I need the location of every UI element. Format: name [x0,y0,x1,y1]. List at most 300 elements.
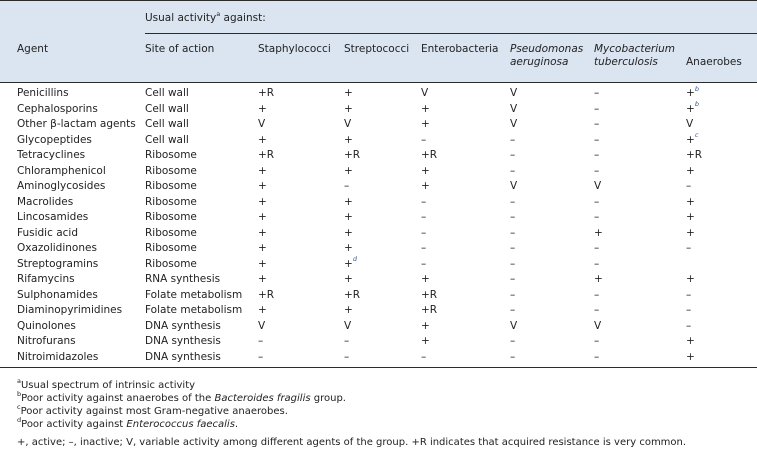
anaerobes-cell-value: – [686,180,692,192]
agent-cell-value: Other β-lactam agents [17,118,136,130]
site-cell-value: Folate metabolism [145,304,243,316]
streptococci-cell-value: + [344,87,353,99]
staphylococci-cell-value: +R [258,87,275,99]
site-cell [145,288,242,303]
agent-cell-value: Tetracyclines [17,149,86,161]
anaerobes-cell-footnote-mark: b [694,100,699,108]
anaerobes-cell-value: + [686,102,695,115]
anaerobes-cell-value: + [686,335,695,347]
mycobacterium-cell-value: – [594,164,600,177]
anaerobes-cell-value: – [686,319,692,332]
anaerobes-cell-value: + [686,195,695,208]
streptococci-cell [344,86,353,101]
table-row [0,319,757,334]
site-cell-value: Ribosome [145,226,197,239]
enterobacteria-cell-value: – [421,242,427,254]
pseudomonas-cell-value: – [510,164,516,177]
pseudomonas-cell [510,133,515,148]
mycobacterium-cell [594,164,599,179]
staphylococci-cell [258,195,267,210]
mycobacterium-cell [594,288,599,303]
table-row [0,117,757,132]
enterobacteria-cell-value: – [421,350,427,363]
enterobacteria-cell [421,133,426,148]
agent-cell [17,334,76,349]
enterobacteria-cell-value: – [421,226,427,239]
agent-cell [17,102,98,117]
site-cell [145,179,197,194]
site-cell [145,133,189,148]
anaerobes-cell [686,226,695,241]
staphylococci-cell [258,164,267,179]
agent-cell [17,226,78,241]
footnote-b-mark: b [17,389,22,398]
site-cell [145,257,197,272]
site-cell-value: Ribosome [145,195,197,208]
table-row [0,102,757,117]
enterobacteria-cell [421,350,426,365]
enterobacteria-cell-value: V [421,87,429,99]
pseudomonas-cell [510,148,515,163]
agent-cell-value: Cephalosporins [17,102,98,115]
streptococci-cell [344,303,353,318]
site-cell [145,117,189,132]
streptococci-cell-value: + [344,164,353,177]
anaerobes-cell-footnote-mark: b [694,84,699,93]
col-header-mycobacterium-line2: tuberculosis [594,56,658,68]
agent-cell [17,148,85,163]
site-cell-value: Ribosome [145,242,197,254]
site-cell [145,319,221,334]
streptococci-cell-value: V [344,118,352,130]
enterobacteria-cell [421,179,430,194]
top-rule [0,0,757,1]
staphylococci-cell-value: +R [258,149,275,161]
footnote-c-text: Poor activity against most Gram-negative anaerobes. [20,406,288,417]
staphylococci-cell-value: + [258,102,267,115]
pseudomonas-cell-value: V [510,102,518,115]
staphylococci-cell [258,303,267,318]
anaerobes-cell [686,288,691,303]
mycobacterium-cell [594,350,599,365]
enterobacteria-cell-value: +R [421,288,438,301]
site-cell-value: Cell wall [145,133,189,146]
anaerobes-cell-value: + [686,211,695,223]
pseudomonas-cell-value: – [510,288,516,301]
anaerobes-cell [686,210,695,225]
anaerobes-cell [686,241,691,256]
footnote-b-text: Poor activity against anaerobes of the [21,393,215,404]
pseudomonas-cell [510,102,517,117]
mycobacterium-cell [594,303,599,318]
site-cell [145,102,189,117]
mycobacterium-cell-value: – [594,211,600,223]
pseudomonas-cell-value: – [510,211,516,223]
streptococci-cell [344,241,353,256]
pseudomonas-cell-value: V [510,87,518,99]
anaerobes-cell-value: + [686,87,695,99]
col-header-pseudomonas-line2: aeruginosa [510,56,569,68]
staphylococci-cell [258,117,265,132]
streptococci-cell-value: + [344,273,353,285]
usual-activity-footnote-mark: a [216,9,221,18]
footnote-legend: +, active; –, inactive; V, variable activity among different agents of the group. +R indicates that acquired resistance is very common. [17,437,687,448]
pseudomonas-cell [510,86,517,101]
streptococci-cell [344,334,349,349]
table-row [0,350,757,365]
site-cell [145,164,197,179]
agent-cell [17,117,136,132]
anaerobes-cell-value: – [686,304,692,316]
mycobacterium-cell [594,102,599,117]
table-row [0,334,757,349]
anaerobes-cell [686,350,695,365]
enterobacteria-cell [421,303,437,318]
anaerobes-cell-value: – [686,288,692,301]
col-header-pseudomonas-line1: Pseudomonas [510,43,584,55]
site-cell [145,272,220,287]
agent-cell-value: Sulphonamides [17,288,98,301]
table-row [0,241,757,256]
streptococci-cell-value: – [344,350,350,363]
table-row [0,288,757,303]
agent-cell [17,272,75,287]
staphylococci-cell [258,210,267,225]
anaerobes-cell-value: – [686,242,692,254]
site-cell-value: Ribosome [145,257,197,270]
enterobacteria-cell [421,241,426,256]
agent-cell-value: Fusidic acid [17,226,78,239]
mycobacterium-cell [594,241,599,256]
footnote-a-mark: a [17,376,21,385]
enterobacteria-cell [421,334,430,349]
pseudomonas-cell [510,179,517,194]
staphylococci-cell-value: V [258,118,266,130]
enterobacteria-cell [421,319,430,334]
site-cell-value: DNA synthesis [145,319,221,332]
staphylococci-cell [258,133,267,148]
streptococci-cell-value: – [344,180,350,192]
agent-cell [17,241,97,256]
usual-activity-suffix: against: [220,12,266,24]
anaerobes-cell [686,334,695,349]
streptococci-cell-value: + [344,195,353,208]
streptococci-cell [344,288,360,303]
enterobacteria-cell-value: + [421,319,430,332]
pseudomonas-cell [510,117,517,132]
site-cell [145,241,197,256]
table-row [0,303,757,318]
streptococci-cell [344,179,349,194]
footnote-c [17,402,288,418]
anaerobes-cell [686,195,695,210]
enterobacteria-cell [421,117,430,132]
enterobacteria-cell-value: +R [421,304,438,316]
mycobacterium-cell-value: – [594,149,600,161]
streptococci-cell-value: + [344,211,353,223]
mycobacterium-cell-value: – [594,335,600,347]
site-cell [145,148,197,163]
mycobacterium-cell-value: – [594,102,600,115]
pseudomonas-cell-value: V [510,118,518,130]
anaerobes-cell [686,133,698,148]
agent-cell [17,257,98,272]
anaerobes-cell-footnote-mark: c [694,131,699,139]
enterobacteria-cell-value: + [421,102,430,115]
table-row [0,164,757,179]
staphylococci-cell [258,148,274,163]
agent-cell [17,303,122,318]
pseudomonas-cell [510,350,515,365]
streptococci-cell-value: + [344,226,353,239]
streptococci-cell [344,272,353,287]
footnote-b-end: group. [310,393,346,404]
pseudomonas-cell-value: – [510,257,516,270]
anaerobes-cell [686,164,695,179]
enterobacteria-cell-value: + [421,164,430,177]
col-header-enterobacteria: Enterobacteria [421,43,499,55]
mycobacterium-cell [594,195,599,210]
table-row [0,133,757,148]
staphylococci-cell-value: – [258,335,264,347]
mycobacterium-cell [594,319,601,334]
enterobacteria-cell-value: + [421,273,430,285]
agent-cell-value: Rifamycins [17,273,75,285]
table-header-band [0,0,757,82]
col-header-anaerobes: Anaerobes [686,56,742,68]
enterobacteria-cell-value: – [421,257,427,270]
pseudomonas-cell [510,303,515,318]
pseudomonas-cell-value: V [510,180,518,192]
agent-cell-value: Oxazolidinones [17,242,97,254]
mycobacterium-cell [594,257,599,272]
staphylococci-cell-value: + [258,180,267,192]
footnote-d-italic: Enterococcus faecalis [126,419,235,430]
site-cell-value: Ribosome [145,211,197,223]
mycobacterium-cell-value: – [594,350,600,363]
mycobacterium-cell [594,226,603,241]
staphylococci-cell-value: + [258,226,267,239]
streptococci-cell-footnote-mark: d [352,255,357,263]
col-header-mycobacterium-line1: Mycobacterium [594,43,676,55]
agent-cell-value: Aminoglycosides [17,180,106,192]
staphylococci-cell [258,102,267,117]
anaerobes-cell-value: +R [686,149,703,161]
pseudomonas-cell-value: – [510,226,516,239]
mycobacterium-cell-value: – [594,118,600,130]
mycobacterium-cell-value: – [594,288,600,301]
agent-cell-value: Streptogramins [17,257,99,270]
agent-cell-value: Glycopeptides [17,133,92,146]
pseudomonas-cell-value: V [510,319,518,332]
agent-cell [17,133,92,148]
site-cell [145,226,197,241]
pseudomonas-cell-value: – [510,350,516,363]
enterobacteria-cell-value: + [421,335,430,347]
anaerobes-cell-value: + [686,273,695,285]
enterobacteria-cell [421,102,430,117]
enterobacteria-cell [421,226,426,241]
streptococci-cell [344,133,353,148]
agent-cell-value: Diaminopyrimidines [17,304,123,316]
site-cell [145,334,221,349]
agent-cell [17,179,105,194]
staphylococci-cell [258,272,267,287]
enterobacteria-cell [421,148,437,163]
staphylococci-cell-value: + [258,273,267,285]
agent-cell-value: Nitrofurans [17,335,76,347]
staphylococci-cell-value: + [258,133,267,146]
streptococci-cell-value: + [344,133,353,146]
usual-activity-label: Usual activity [145,12,217,24]
site-cell-value: DNA synthesis [145,350,221,363]
col-header-staphylococci: Staphylococci [258,43,331,55]
pseudomonas-cell [510,288,515,303]
table-row [0,179,757,194]
anaerobes-cell [686,272,695,287]
agent-cell [17,164,106,179]
pseudomonas-cell-value: – [510,133,516,146]
agent-cell [17,288,98,303]
staphylococci-cell [258,241,267,256]
usual-activity-heading [145,9,266,24]
staphylococci-cell-value: + [258,164,267,177]
streptococci-cell [344,195,353,210]
staphylococci-cell-value: + [258,195,267,208]
streptococci-cell [344,210,353,225]
site-cell-value: Cell wall [145,87,189,99]
staphylococci-cell [258,319,265,334]
footnote-d-end: . [234,419,239,430]
streptococci-cell-value: V [344,319,352,332]
staphylococci-cell-value: V [258,319,266,332]
table-row [0,148,757,163]
mycobacterium-cell-value: + [594,226,603,239]
enterobacteria-cell [421,257,426,272]
table-row [0,86,757,101]
pseudomonas-cell [510,272,515,287]
mycobacterium-cell-value: V [594,319,602,332]
staphylococci-cell [258,334,263,349]
anaerobes-cell [686,117,693,132]
mycobacterium-cell [594,133,599,148]
table-row [0,210,757,225]
site-cell-value: Ribosome [145,180,197,192]
table-bottom-rule [0,367,757,368]
agent-cell-value: Nitroimidazoles [17,350,99,363]
enterobacteria-cell [421,288,437,303]
agent-cell-value: Macrolides [17,195,74,208]
table-row [0,226,757,241]
anaerobes-cell [686,148,702,163]
staphylococci-cell-value: + [258,242,267,254]
mycobacterium-cell-value: V [594,180,602,192]
streptococci-cell [344,319,351,334]
spanning-header-rule [145,33,757,34]
pseudomonas-cell [510,195,515,210]
pseudomonas-cell-value: – [510,242,516,254]
site-cell-value: Ribosome [145,149,197,161]
enterobacteria-cell-value: + [421,180,430,192]
staphylococci-cell-value: – [258,350,264,363]
site-cell [145,195,197,210]
mycobacterium-cell-value: – [594,133,600,146]
staphylococci-cell-value: + [258,304,267,316]
enterobacteria-cell-value: + [421,118,430,130]
site-cell [145,303,242,318]
staphylococci-cell-value: + [258,257,267,270]
mycobacterium-cell [594,272,603,287]
anaerobes-cell [686,319,691,334]
staphylococci-cell [258,179,267,194]
header-bottom-rule [0,82,757,83]
table-row [0,257,757,272]
agent-cell-value: Chloramphenicol [17,164,106,177]
mycobacterium-cell-value: – [594,87,600,99]
anaerobes-cell-value: + [686,350,695,363]
site-cell-value: Folate metabolism [145,288,243,301]
agent-cell [17,86,69,101]
staphylococci-cell [258,226,267,241]
agent-cell [17,319,76,334]
enterobacteria-cell-value: – [421,211,427,223]
pseudomonas-cell [510,226,515,241]
anaerobes-cell-value: + [686,226,695,239]
enterobacteria-cell [421,272,430,287]
enterobacteria-cell [421,210,426,225]
streptococci-cell-value: + [344,242,353,254]
agent-cell-value: Quinolones [17,319,76,332]
site-cell-value: RNA synthesis [145,273,221,285]
footnote-b [17,389,346,405]
site-cell [145,210,197,225]
mycobacterium-cell [594,334,599,349]
anaerobes-cell [686,86,699,101]
footnote-d-text: Poor activity against [21,419,127,430]
anaerobes-cell-value: + [686,133,695,146]
agent-cell [17,210,88,225]
streptococci-cell-value: + [344,102,353,115]
site-cell-value: Cell wall [145,102,189,115]
footnote-a-text: Usual spectrum of intrinsic activity [20,380,196,391]
col-header-agent: Agent [17,43,49,55]
enterobacteria-cell [421,86,428,101]
mycobacterium-cell-value: – [594,304,600,316]
streptococci-cell [344,148,360,163]
footnote-d-mark: d [17,415,22,424]
footnote-c-mark: c [17,402,21,411]
mycobacterium-cell-value: – [594,195,600,208]
col-header-streptococci: Streptococci [344,43,410,55]
pseudomonas-cell-value: – [510,195,516,208]
pseudomonas-cell-value: – [510,335,516,347]
agent-cell-value: Lincosamides [17,211,89,223]
anaerobes-cell [686,179,691,194]
agent-cell-value: Penicillins [17,87,69,99]
agent-cell [17,350,98,365]
streptococci-cell [344,350,349,365]
streptococci-cell-value: +R [344,149,361,161]
site-cell [145,350,221,365]
staphylococci-cell [258,288,274,303]
pseudomonas-cell-value: – [510,304,516,316]
streptococci-cell [344,117,351,132]
staphylococci-cell [258,350,263,365]
pseudomonas-cell [510,241,515,256]
anaerobes-cell [686,102,699,117]
site-cell-value: Cell wall [145,118,189,130]
footnote-d [17,415,239,431]
